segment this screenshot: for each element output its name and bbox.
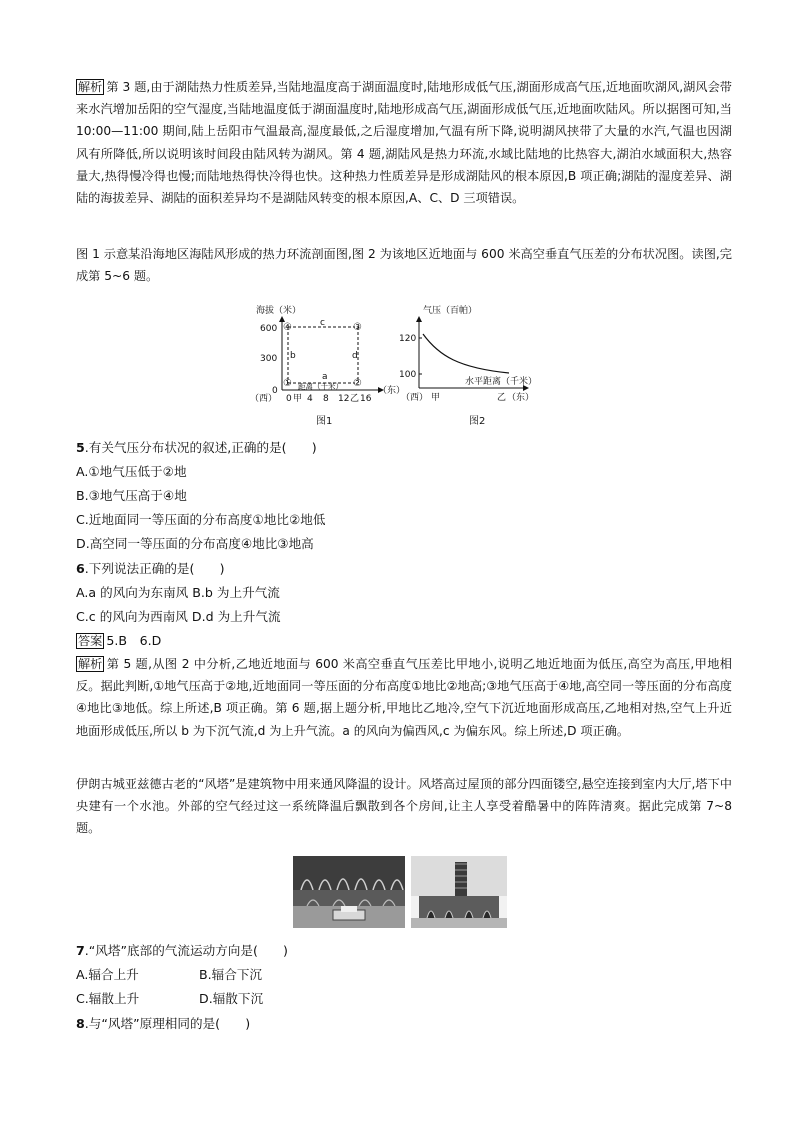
fig1-arrow-d: d — [352, 351, 358, 361]
fig1-point-2: ② — [353, 378, 362, 389]
fig1-ylabel: 海拔（米） — [256, 306, 302, 316]
question-8-stem — [76, 1014, 250, 1034]
q7-option-a[interactable]: A.辐合上升 — [76, 967, 139, 982]
wind-tower-interior-photo — [293, 856, 405, 928]
fig1-xtick-4: 4 — [307, 394, 313, 404]
question-stem-text: .“风塔”底部的气流运动方向是( ) — [84, 943, 288, 958]
analysis-text: 第 3 题,由于湖陆热力性质差异,当陆地温度高于湖面温度时,陆地形成低气压,湖面形成高气压,近地面吹湖风,湖风会带来水汽增加岳阳的空气湿度,当陆地温度低于湖面温度时,陆地形成高气压,湖面形成低气压,近地面吹陆风。所以据图可知,当 10:00—11:00 期间,陆上岳阳市气温最高,湿度最低,之后湿度增加,气温有所下降,说明湖风挟带了大量的水汽,气温也因湖风有所降低,所以说明该时间段由陆风转为湖风。第 4 题,湖陆风是热力环流,水域比陆地的比热容大,湖泊水域面积大,热容量大,热得慢冷得也慢;而陆地热得快冷得也快。这种热力性质差异是形成湖陆风的根本原因,B 项正确;湖陆的湿度差异、湖陆的海拔差异、湖陆的面积差异均不是湖陆风转变的根本原因,A、C、D 三项错误。 — [76, 80, 732, 206]
fig1-ytick-600: 600 — [260, 324, 278, 334]
analysis-text: 第 5 题,从图 2 中分析,乙地近地面与 600 米高空垂直气压差比甲地小,说明乙地近地面为低压,高空为高压,甲地相反。据此判断,①地气压高于②地,近地面同一等压面的分布高度①地比②地高;③地气压高于④地,高空同一等压面的分布高度④地比③地低。综上所述,B 项正确。第 6 题,据上题分析,甲地比乙地冷,空气下沉近地面形成高压,乙地相对热,空气上升近地面形成低压,所以 b 为下沉气流,d 为上升气流。a 的风向为偏西风,c 为偏东风。综上所述,D 项正确。 — [76, 657, 732, 738]
answer-tag: 答案 — [78, 634, 103, 648]
question-7-stem — [76, 941, 288, 961]
question-number: 8 — [76, 1016, 85, 1031]
fig1-point-4: ④ — [283, 322, 292, 333]
q7-option-d[interactable]: D.辐散下沉 — [199, 991, 264, 1006]
fig1-yi: 乙 — [350, 394, 360, 404]
wind-tower-exterior-photo — [411, 856, 507, 928]
fig2-pressure-curve — [423, 334, 509, 373]
fig1-distance-note: 距离（千米） — [298, 382, 343, 391]
q7-option-c[interactable]: C.辐散上升 — [76, 991, 140, 1006]
q6-options-cd[interactable]: C.c 的风向为西南风 D.d 为上升气流 — [76, 609, 281, 624]
question-6-stem — [76, 559, 225, 579]
fig1-ytick-0: 0 — [272, 386, 278, 396]
question-number: 5 — [76, 440, 85, 455]
answer-text: 5.B 6.D — [106, 633, 162, 648]
fig1-xtick-16: 16 — [360, 394, 372, 404]
fig2-ytick-100: 100 — [399, 370, 417, 380]
intro-text-7-8: 伊朗古城亚兹德古老的“风塔”是建筑物中用来通风降温的设计。风塔高过屋顶的部分四面镂空,悬空连接到室内大厅,塔下中央建有一个水池。外部的空气经过这一系统降温后飘散到各个房间,让主人享受着酷暑中的阵阵清爽。据此完成第 7~8 题。 — [76, 777, 732, 836]
q7-option-b[interactable]: B.辐合下沉 — [199, 967, 263, 982]
fig1-xtick-0: 0 — [286, 394, 292, 404]
figure-2-pressure-chart — [395, 300, 555, 428]
fig1-arrow-b: b — [290, 351, 296, 361]
q5-option-d[interactable]: D.高空同一等压面的分布高度④地比③地高 — [76, 536, 314, 551]
q5-option-c[interactable]: C.近地面同一等压面的分布高度①地比②地低 — [76, 512, 326, 527]
answer-line — [76, 631, 161, 651]
fig2-jia: 甲 — [431, 393, 441, 403]
fig2-ytick-120: 120 — [399, 334, 417, 344]
fig1-arrow-a: a — [322, 372, 328, 382]
fig2-yi: 乙 — [497, 393, 507, 403]
analysis-block-2 — [76, 653, 732, 742]
question-number: 7 — [76, 943, 85, 958]
analysis-block-1 — [76, 76, 732, 209]
fig1-east: （东） — [378, 386, 406, 396]
fig1-point-1: ① — [283, 378, 292, 389]
q5-option-a[interactable]: A.①地气压低于②地 — [76, 464, 187, 479]
fig1-ytick-300: 300 — [260, 354, 278, 364]
fig1-west: （西） — [250, 394, 278, 404]
fig1-jia: 甲 — [293, 394, 303, 404]
fig1-xtick-12: 12 — [338, 394, 350, 404]
fig1-xtick-8: 8 — [323, 394, 329, 404]
fig1-caption: 图1 — [316, 416, 333, 427]
fig2-west: （西） — [401, 393, 429, 403]
question-stem-text: .与“风塔”原理相同的是( ) — [84, 1016, 251, 1031]
analysis-tag: 解析 — [78, 657, 103, 671]
fig1-point-3: ③ — [353, 322, 362, 333]
fig2-xnote: 水平距离（千米） — [465, 377, 538, 387]
question-number: 6 — [76, 561, 85, 576]
q5-option-b[interactable]: B.③地气压高于④地 — [76, 488, 187, 503]
fig2-caption: 图2 — [469, 416, 486, 427]
fig1-arrow-c: c — [320, 318, 325, 328]
fig2-ylabel: 气压（百帕） — [423, 306, 478, 316]
question-5-stem — [76, 438, 317, 458]
fig2-east: （东） — [507, 393, 535, 403]
q6-options-ab[interactable]: A.a 的风向为东南风 B.b 为上升气流 — [76, 585, 280, 600]
question-stem-text: .下列说法正确的是( ) — [84, 561, 225, 576]
intro-text-5-6: 图 1 示意某沿海地区海陆风形成的热力环流剖面图,图 2 为该地区近地面与 600 米高空垂直气压差的分布状况图。读图,完成第 5~6 题。 — [76, 247, 732, 284]
question-stem-text: .有关气压分布状况的叙述,正确的是( ) — [84, 440, 317, 455]
analysis-tag: 解析 — [78, 80, 103, 94]
